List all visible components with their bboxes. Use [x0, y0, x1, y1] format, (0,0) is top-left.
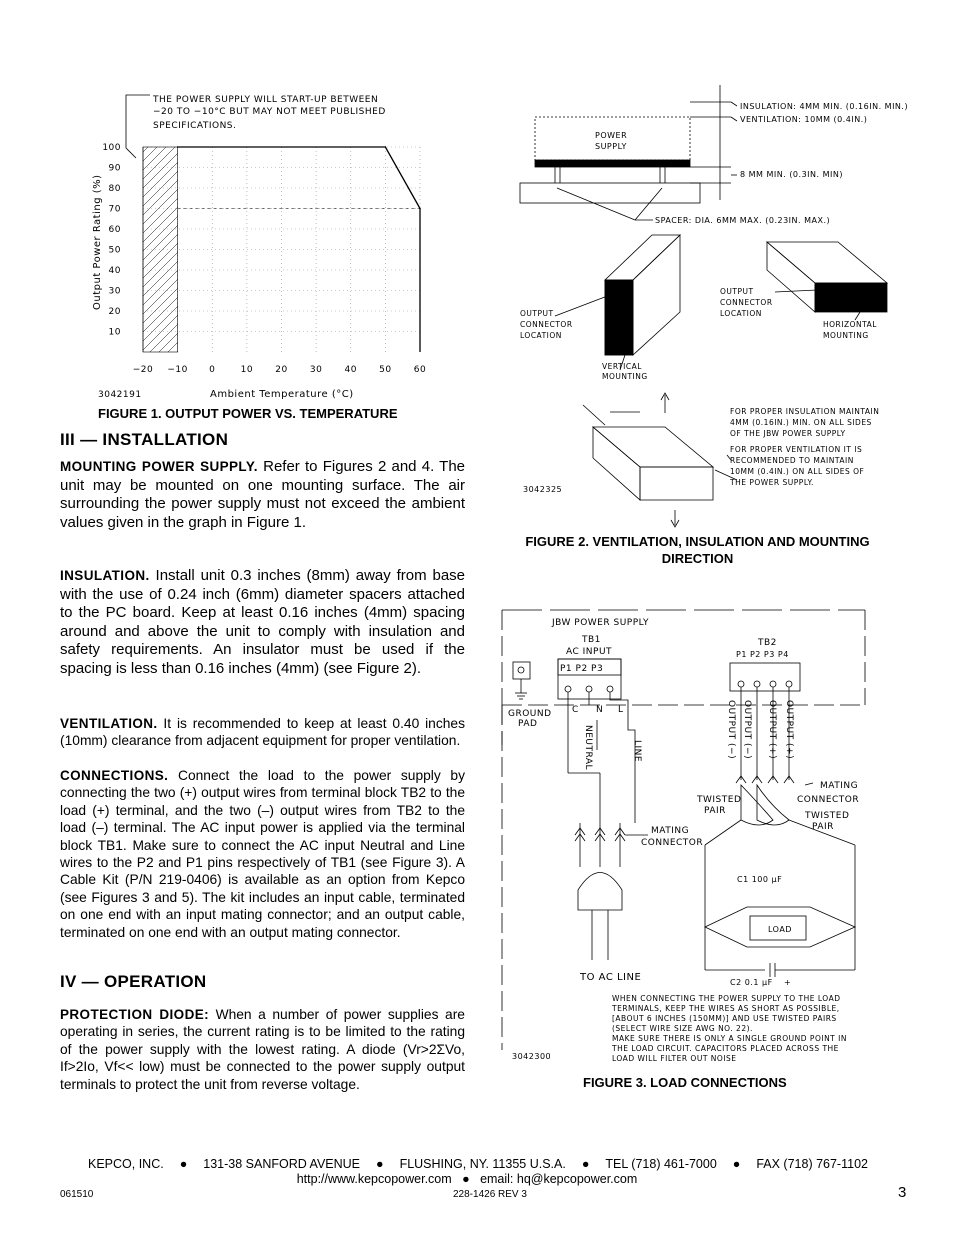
connections-lead: CONNECTIONS.	[60, 768, 169, 783]
hatch-line	[143, 147, 148, 152]
twisted-pair-label: TWISTED	[805, 811, 850, 821]
x-tick-label: 60	[413, 365, 427, 375]
insulation-note: OF THE JBW POWER SUPPLY	[730, 429, 846, 438]
load-connection-note: LOAD WILL FILTER OUT NOISE	[612, 1054, 737, 1063]
load-connection-note: TERMINALS, KEEP THE WIRES AS SHORT AS POSSIBLE,	[612, 1004, 840, 1013]
load-connection-note: [ABOUT 6 INCHES (150MM)] AND USE TWISTED PAIRS	[612, 1014, 837, 1023]
output-connector-label: LOCATION	[720, 309, 762, 318]
mounting-paragraph	[60, 458, 465, 532]
ventilation-paragraph	[60, 715, 465, 750]
clearance-box	[583, 393, 737, 527]
neutral-label: NEUTRAL	[583, 725, 593, 771]
horizontal-mounting-label: MOUNTING	[823, 331, 869, 340]
diode-lead: PROTECTION DIODE:	[60, 1007, 210, 1022]
hatch-line	[143, 147, 166, 170]
chart-plot-area	[102, 143, 426, 375]
diode-paragraph	[60, 1006, 465, 1093]
footer-website-link[interactable]: http://www.kepcopower.com	[296, 1172, 452, 1186]
jbw-power-supply-label: JBW POWER SUPPLY	[552, 618, 649, 628]
figure-1-note-line: −20 TO −10°C BUT MAY NOT MEET PUBLISHED	[153, 107, 386, 117]
tb2-terminal-block	[730, 663, 800, 691]
ventilation-note: 10MM (0.4IN.) ON ALL SIDES OF	[730, 467, 865, 476]
hatch-line	[143, 243, 178, 278]
ventilation-dimension-label: VENTILATION: 10MM (0.4IN.)	[740, 115, 868, 124]
hatch-line	[143, 225, 178, 260]
output-label: OUTPUT (−)	[726, 700, 736, 760]
output-connector-label: OUTPUT	[520, 309, 554, 318]
line-label: LINE	[632, 740, 642, 763]
load-connection-note: THE LOAD CIRCUIT. CAPACITORS PLACED ACROSS THE	[612, 1044, 839, 1053]
data-point	[177, 146, 179, 148]
y-tick-label: 50	[108, 245, 121, 256]
figure-1-id: 3042191	[98, 390, 142, 400]
load-connection-note: (SELECT WIRE SIZE AWG NO. 22).	[612, 1024, 753, 1033]
x-tick-label: 50	[379, 365, 392, 375]
hatch-line	[143, 216, 178, 251]
insulation-paragraph	[60, 567, 465, 678]
figure-2-diagram	[505, 80, 915, 530]
x-tick-label: 10	[240, 365, 254, 375]
bullet-icon: ●	[732, 1157, 741, 1171]
hatch-line	[143, 147, 175, 179]
footer-address-line	[88, 1157, 868, 1171]
y-tick-label: 20	[108, 307, 121, 317]
x-tick-label: −20	[132, 365, 154, 375]
footer-date-code: 061510	[60, 1189, 94, 1200]
hatch-line	[143, 306, 178, 341]
vertical-mounting-box	[555, 235, 680, 370]
tb2-pins-label: P1 P2 P3 P4	[736, 650, 789, 659]
y-tick-label: 10	[108, 327, 121, 338]
horizontal-mounting-label: HORIZONTAL	[823, 320, 877, 329]
ventilation-lead: VENTILATION.	[60, 716, 158, 731]
ventilation-note: FOR PROPER VENTILATION IT IS	[730, 445, 863, 454]
footer-web-line	[0, 1172, 934, 1186]
footer-address: 131-38 SANFORD AVENUE	[203, 1157, 361, 1171]
power-derating-line	[178, 147, 420, 209]
insulation-lead: INSULATION.	[60, 568, 150, 583]
tb2-label: TB2	[758, 638, 777, 648]
y-tick-label: 30	[108, 286, 121, 297]
hatch-line	[168, 342, 178, 352]
vertical-mounting-label: VERTICAL	[602, 362, 642, 371]
bullet-icon: ●	[581, 1157, 590, 1171]
connections-text: Connect the load to the power supply by connecting the two (+) output wires from terminal block TB2 to the load (+) terminal, and the two (–) output wires from TB2 to the load (–) terminal. The AC input power is applied via the terminal block TB1. Make sure to connect the AC input Neutral and Line wires to the P2 and P1 pins respectively of TB1 (see Figure 3). A Cable Kit (P/N 219-0406) is available as an option from Kepco (see Figures 3 and 5). The kit includes an input cable, terminated on one end with an input mating connector; and an output cable, terminated on one end with an output mating connector.	[60, 768, 465, 940]
figure-1-note-line: SPECIFICATIONS.	[153, 121, 237, 131]
hatch-line	[159, 333, 178, 352]
diode-text: When a number of power supplies are operating in series, the current rating is to be limited to the rating of the power supply with the lowest rating. A diode (Vr>2ΣVo, If>2Io, Vf<< low) must be connected to the power supply output terminals to protect the unit from reverse voltage.	[60, 1007, 465, 1092]
ventilation-note: THE POWER SUPPLY.	[730, 478, 814, 487]
figure-1-note-line: THE POWER SUPPLY WILL START-UP BETWEEN	[153, 95, 379, 105]
figure-2-caption-line: FIGURE 2. VENTILATION, INSULATION AND MOUNTING	[525, 534, 870, 549]
x-tick-label: 0	[209, 365, 216, 375]
load-label: LOAD	[768, 925, 792, 934]
figure-3-diagram	[500, 605, 870, 1065]
c1-capacitor-label: C1 100 µF	[737, 875, 783, 884]
ground-pad	[513, 662, 530, 699]
output-label: OUTPUT (−)	[742, 700, 752, 760]
hatch-line	[150, 324, 178, 352]
footer-tel: TEL (718) 461-7000	[605, 1157, 717, 1171]
figure-2-caption-line: DIRECTION	[661, 551, 734, 566]
y-tick-label: 40	[108, 266, 121, 276]
page-number: 3	[898, 1184, 907, 1201]
spacing-label: 8 MM MIN. (0.3IN. MIN)	[740, 170, 843, 179]
mating-connector-label: CONNECTOR	[641, 838, 704, 848]
footer-email-link[interactable]: email: hq@kepcopower.com	[480, 1172, 638, 1186]
hatched-region-outline	[143, 147, 178, 352]
ac-input-label: AC INPUT	[566, 647, 613, 657]
hatch-line	[143, 198, 178, 233]
l-label: L	[618, 705, 624, 715]
hatch-line	[143, 147, 157, 161]
hatch-line	[143, 270, 178, 305]
x-axis-label: Ambient Temperature (°C)	[210, 389, 354, 400]
mounting-text: Refer to Figures 2 and 4. The unit may be mounted on one mounting surface. The air surrounding the power supply must not exceed the ambient values given in the graph in Figure 1.	[60, 458, 466, 531]
n-label: N	[596, 705, 604, 715]
figure-2-id: 3042325	[523, 485, 563, 494]
output-label: OUTPUT (+)	[767, 700, 777, 760]
bullet-icon: ●	[376, 1157, 384, 1171]
hatch-line	[143, 162, 178, 197]
hatch-line	[143, 180, 178, 215]
x-tick-label: 40	[344, 365, 357, 375]
output-label: OUTPUT (+)	[784, 700, 794, 760]
ventilation-note: RECOMMENDED TO MAINTAIN	[730, 456, 854, 465]
hatch-line	[143, 288, 178, 323]
insulation-note: 4MM (0.16IN.) MIN. ON ALL SIDES	[730, 418, 872, 427]
vertical-mounting-label: MOUNTING	[602, 372, 648, 381]
power-supply-side-view	[520, 85, 737, 220]
tb1-pins-label: P1 P2 P3	[560, 664, 604, 674]
horizontal-mounting-box	[767, 242, 887, 320]
hatch-line	[143, 252, 178, 287]
footer-doc-number: 228-1426 REV 3	[453, 1189, 527, 1200]
figure-1-caption: FIGURE 1. OUTPUT POWER VS. TEMPERATURE	[98, 406, 398, 421]
hatch-line	[143, 279, 178, 314]
installation-heading: III — INSTALLATION	[60, 430, 229, 449]
polarity-plus-label: +	[784, 978, 792, 987]
bullet-icon: ●	[179, 1157, 188, 1171]
output-connector-label: CONNECTOR	[720, 298, 773, 307]
tb1-label: TB1	[582, 635, 601, 645]
insulation-note: FOR PROPER INSULATION MAINTAIN	[730, 407, 880, 416]
bullet-icon: ●	[462, 1172, 470, 1186]
mating-connector-label: MATING	[820, 781, 859, 791]
figure-3-caption: FIGURE 3. LOAD CONNECTIONS	[583, 1075, 787, 1090]
hatch-line	[143, 234, 178, 269]
hatch-line	[143, 207, 178, 242]
y-tick-label: 80	[108, 184, 121, 194]
figure-2-caption	[505, 533, 890, 567]
ac-wiring	[502, 692, 648, 960]
y-tick-label: 60	[108, 225, 121, 235]
y-axis-label: Output Power Rating (%)	[92, 174, 103, 310]
insulation-text: Install unit 0.3 inches (8mm) away from base with the use of 0.24 inch (6mm) diameter spacers attached to the PC board. Keep at least 0.16 inches (4mm) spacing around and above the unit to comply with insulation and safety requirements. An insulator must be used if the spacing is less than 0.16 inches (4mm) (see Figure 2).	[60, 567, 466, 677]
y-tick-label: 100	[102, 143, 121, 153]
mating-connector-label: MATING	[651, 826, 690, 836]
c-label: C	[572, 705, 579, 715]
figure-1-chart	[80, 85, 440, 400]
twisted-pair-label: TWISTED	[697, 795, 742, 805]
c2-capacitor-label: C2 0.1 µF	[730, 978, 773, 987]
hatch-line	[143, 315, 178, 350]
y-tick-label: 70	[108, 204, 121, 215]
output-connector-label: OUTPUT	[720, 287, 754, 296]
ventilation-text: It is recommended to keep at least 0.40 inches (10mm) clearance from adjacent equipment for proper ventilation.	[60, 716, 465, 749]
spacer-label: SPACER: DIA. 6MM MAX. (0.23IN. MAX.)	[655, 216, 831, 225]
footer-fax: FAX (718) 767-1102	[756, 1157, 868, 1171]
hatch-line	[143, 171, 178, 206]
output-connector-label: CONNECTOR	[520, 320, 573, 329]
figure-3-id: 3042300	[512, 1052, 552, 1061]
supply-label: SUPPLY	[595, 142, 627, 151]
footer-city: FLUSHING, NY. 11355 U.S.A.	[399, 1157, 566, 1171]
hatch-line	[143, 261, 178, 296]
load-connection-note: WHEN CONNECTING THE POWER SUPPLY TO THE LOAD	[612, 994, 841, 1003]
insulation-dimension-label: INSULATION: 4MM MIN. (0.16IN. MIN.)	[740, 102, 909, 111]
hatch-line	[143, 189, 178, 224]
hatch-line	[143, 153, 178, 188]
y-tick-label: 90	[108, 163, 121, 174]
twisted-pair-label: PAIR	[812, 822, 834, 832]
x-tick-label: 20	[275, 365, 288, 375]
pad-label: PAD	[518, 719, 538, 729]
hatch-line	[143, 297, 178, 332]
twisted-pair-label: PAIR	[704, 806, 726, 816]
ground-label: GROUND	[508, 709, 552, 719]
load-connection-note: MAKE SURE THERE IS ONLY A SINGLE GROUND POINT IN	[612, 1034, 847, 1043]
data-point	[385, 146, 387, 148]
output-connector-label: LOCATION	[520, 331, 562, 340]
connections-paragraph	[60, 767, 465, 941]
to-ac-line-label: TO AC LINE	[580, 972, 642, 983]
x-tick-label: −10	[167, 365, 188, 375]
mating-connector-label: CONNECTOR	[797, 795, 860, 805]
power-label: POWER	[595, 131, 628, 140]
footer-company: KEPCO, INC.	[88, 1157, 164, 1171]
mounting-lead: MOUNTING POWER SUPPLY.	[60, 459, 258, 474]
x-tick-label: 30	[309, 365, 323, 375]
operation-heading: IV — OPERATION	[60, 972, 207, 991]
